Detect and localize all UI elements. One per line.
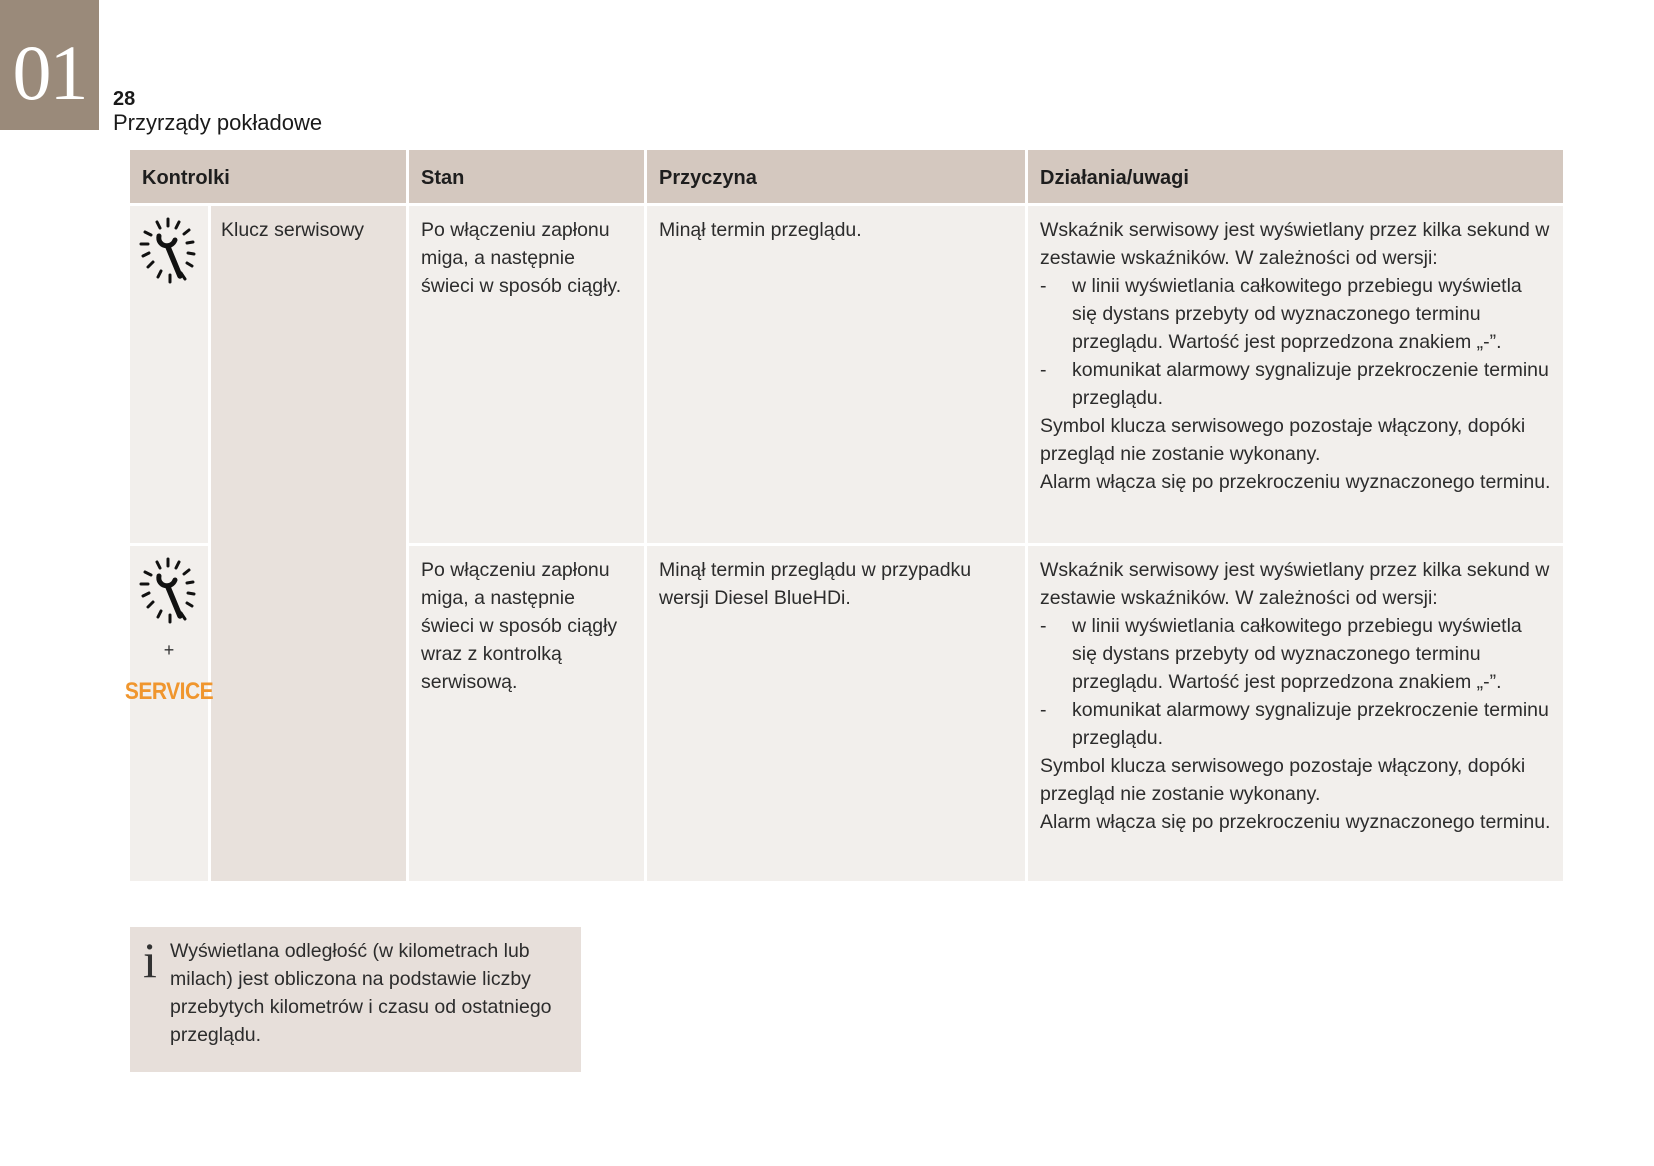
warning-lights-table <box>124 150 1563 881</box>
indicator-name-cell <box>211 206 406 881</box>
dzialania-bullet <box>1040 612 1551 696</box>
dzialania-para: Symbol klucza serwisowego pozostaje włączony, dopóki przegląd nie zostanie wykonany. <box>1040 415 1526 465</box>
chapter-number: 01 <box>12 29 87 116</box>
bullet-dash: - <box>1040 359 1047 381</box>
dzialania-bullet <box>1040 356 1551 412</box>
dzialania-para: Symbol klucza serwisowego pozostaje włączony, dopóki przegląd nie zostanie wykonany. <box>1040 755 1526 805</box>
wrench-service-icon <box>137 556 201 632</box>
table-row-2-icon-cell <box>124 546 214 881</box>
bullet-dash: - <box>1040 699 1047 721</box>
dzialania-para: Alarm włącza się po przekroczeniu wyznaczonego terminu. <box>1040 811 1551 833</box>
table-row-1-dzialania <box>1028 206 1563 543</box>
plus-sign: + <box>163 640 175 660</box>
dzialania-bullet <box>1040 696 1551 752</box>
wrench-service-icon <box>137 216 201 292</box>
info-icon: i <box>143 932 157 988</box>
column-header-przyczyna: Przyczyna <box>647 150 1025 203</box>
page-number: 28 <box>113 88 136 110</box>
section-title: Przyrządy pokładowe <box>113 110 323 135</box>
bullet-text: komunikat alarmowy sygnalizuje przekroczenie terminu przeglądu. <box>1072 699 1549 749</box>
dzialania-intro: Wskaźnik serwisowy jest wyświetlany przez kilka sekund w zestawie wskaźników. W zależności od wersji: <box>1040 559 1550 609</box>
column-header-kontrolki: Kontrolki <box>130 150 406 203</box>
service-warning-light-icon: SERVICE <box>124 678 214 705</box>
bullet-dash: - <box>1040 275 1047 297</box>
table-row-2-przyczyna: Minął termin przeglądu w przypadku wersji Diesel BlueHDi. <box>647 546 1025 881</box>
chapter-tab <box>0 0 99 130</box>
bullet-dash: - <box>1040 615 1047 637</box>
info-note-text: Wyświetlana odległość (w kilometrach lub milach) jest obliczona na podstawie liczby przebytych kilometrów i czasu od ostatniego przeglądu. <box>170 940 552 1046</box>
dzialania-bullet <box>1040 272 1551 356</box>
bullet-text: w linii wyświetlania całkowitego przebiegu wyświetla się dystans przebyty od wyznaczonego terminu przeglądu. Wartość jest poprzedzona znakiem „-”. <box>1072 615 1522 693</box>
table-row-2-stan: Po włączeniu zapłonu miga, a następnie świeci w sposób ciągły wraz z kontrolką serwisową. <box>409 546 644 881</box>
dzialania-para: Alarm włącza się po przekroczeniu wyznaczonego terminu. <box>1040 471 1551 493</box>
column-header-stan: Stan <box>409 150 644 203</box>
table-row-1-przyczyna: Minął termin przeglądu. <box>647 206 1025 543</box>
info-note-box <box>130 927 581 1072</box>
table-row-1-icon-cell <box>130 206 208 543</box>
table-row-2-dzialania <box>1028 546 1563 881</box>
bullet-text: w linii wyświetlania całkowitego przebiegu wyświetla się dystans przebyty od wyznaczonego terminu przeglądu. Wartość jest poprzedzona znakiem „-”. <box>1072 275 1522 353</box>
column-header-dzialania: Działania/uwagi <box>1028 150 1563 203</box>
dzialania-intro: Wskaźnik serwisowy jest wyświetlany przez kilka sekund w zestawie wskaźników. W zależności od wersji: <box>1040 219 1550 269</box>
table-row-1-stan: Po włączeniu zapłonu miga, a następnie świeci w sposób ciągły. <box>409 206 644 543</box>
bullet-text: komunikat alarmowy sygnalizuje przekroczenie terminu przeglądu. <box>1072 359 1549 409</box>
indicator-name: Klucz serwisowy <box>221 219 365 241</box>
